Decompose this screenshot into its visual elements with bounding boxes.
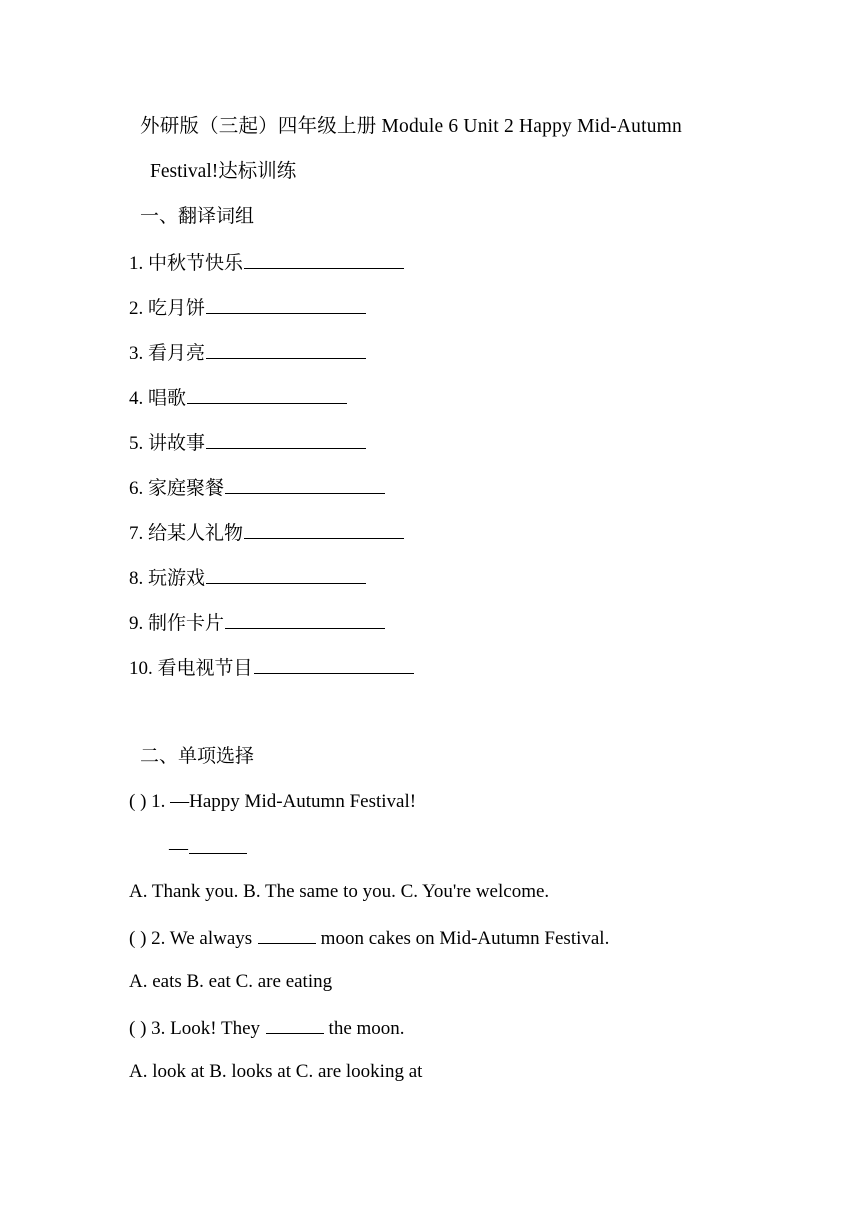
stem-before: ( ) 3. Look! They — [129, 1018, 261, 1039]
translation-item — [129, 475, 385, 501]
answer-blank[interactable] — [225, 475, 385, 494]
question-1-reply — [129, 835, 247, 861]
answer-blank[interactable] — [187, 385, 347, 404]
translation-item — [129, 340, 366, 366]
answer-blank[interactable] — [258, 925, 316, 944]
translation-item — [129, 385, 347, 411]
document-title-line-1: 外研版（三起）四年级上册 Module 6 Unit 2 Happy Mid-Autumn — [140, 116, 682, 137]
stem-before: ( ) 2. We always — [129, 928, 253, 949]
question-1-stem: ( ) 1. —Happy Mid-Autumn Festival! — [129, 791, 417, 812]
item-text: 看月亮 — [148, 343, 206, 364]
item-number: 8. — [129, 568, 144, 589]
answer-blank[interactable] — [244, 520, 404, 539]
item-number: 3. — [129, 343, 144, 364]
item-text: 唱歌 — [148, 388, 187, 409]
stem-after: the moon. — [328, 1018, 405, 1039]
item-number: 2. — [129, 298, 144, 319]
item-text: 中秋节快乐 — [148, 253, 244, 274]
translation-item — [129, 430, 366, 456]
question-3-options: A. look at B. looks at C. are looking at — [129, 1061, 423, 1082]
section-2-heading: 二、单项选择 — [140, 746, 255, 767]
item-number: 7. — [129, 523, 144, 544]
item-number: 5. — [129, 433, 144, 454]
stem-after: moon cakes on Mid-Autumn Festival. — [320, 928, 610, 949]
answer-blank[interactable] — [266, 1015, 324, 1034]
translation-item — [129, 250, 404, 276]
answer-blank[interactable] — [189, 835, 247, 854]
section-1-heading: 一、翻译词组 — [140, 206, 255, 227]
item-number: 6. — [129, 478, 144, 499]
question-3-stem — [129, 1015, 405, 1041]
item-text: 讲故事 — [148, 433, 206, 454]
translation-item — [129, 610, 385, 636]
answer-blank[interactable] — [206, 340, 366, 359]
question-2-stem — [129, 925, 609, 951]
question-2-options: A. eats B. eat C. are eating — [129, 971, 333, 992]
translation-item — [129, 295, 366, 321]
translation-item — [129, 655, 414, 681]
translation-item — [129, 520, 404, 546]
reply-dash: — — [169, 838, 188, 859]
item-number: 4. — [129, 388, 144, 409]
answer-blank[interactable] — [206, 295, 366, 314]
question-1-options: A. Thank you. B. The same to you. C. You're welcome. — [129, 881, 550, 902]
item-text: 吃月饼 — [148, 298, 206, 319]
answer-blank[interactable] — [206, 565, 366, 584]
document-title-line-2: Festival!达标训练 — [150, 161, 297, 182]
item-number: 9. — [129, 613, 144, 634]
item-text: 家庭聚餐 — [148, 478, 225, 499]
answer-blank[interactable] — [206, 430, 366, 449]
item-number: 10. — [129, 658, 153, 679]
item-number: 1. — [129, 253, 144, 274]
item-text: 制作卡片 — [148, 613, 225, 634]
item-text: 给某人礼物 — [148, 523, 244, 544]
answer-blank[interactable] — [225, 610, 385, 629]
item-text: 看电视节目 — [157, 658, 253, 679]
answer-blank[interactable] — [254, 655, 414, 674]
answer-blank[interactable] — [244, 250, 404, 269]
translation-item — [129, 565, 366, 591]
item-text: 玩游戏 — [148, 568, 206, 589]
